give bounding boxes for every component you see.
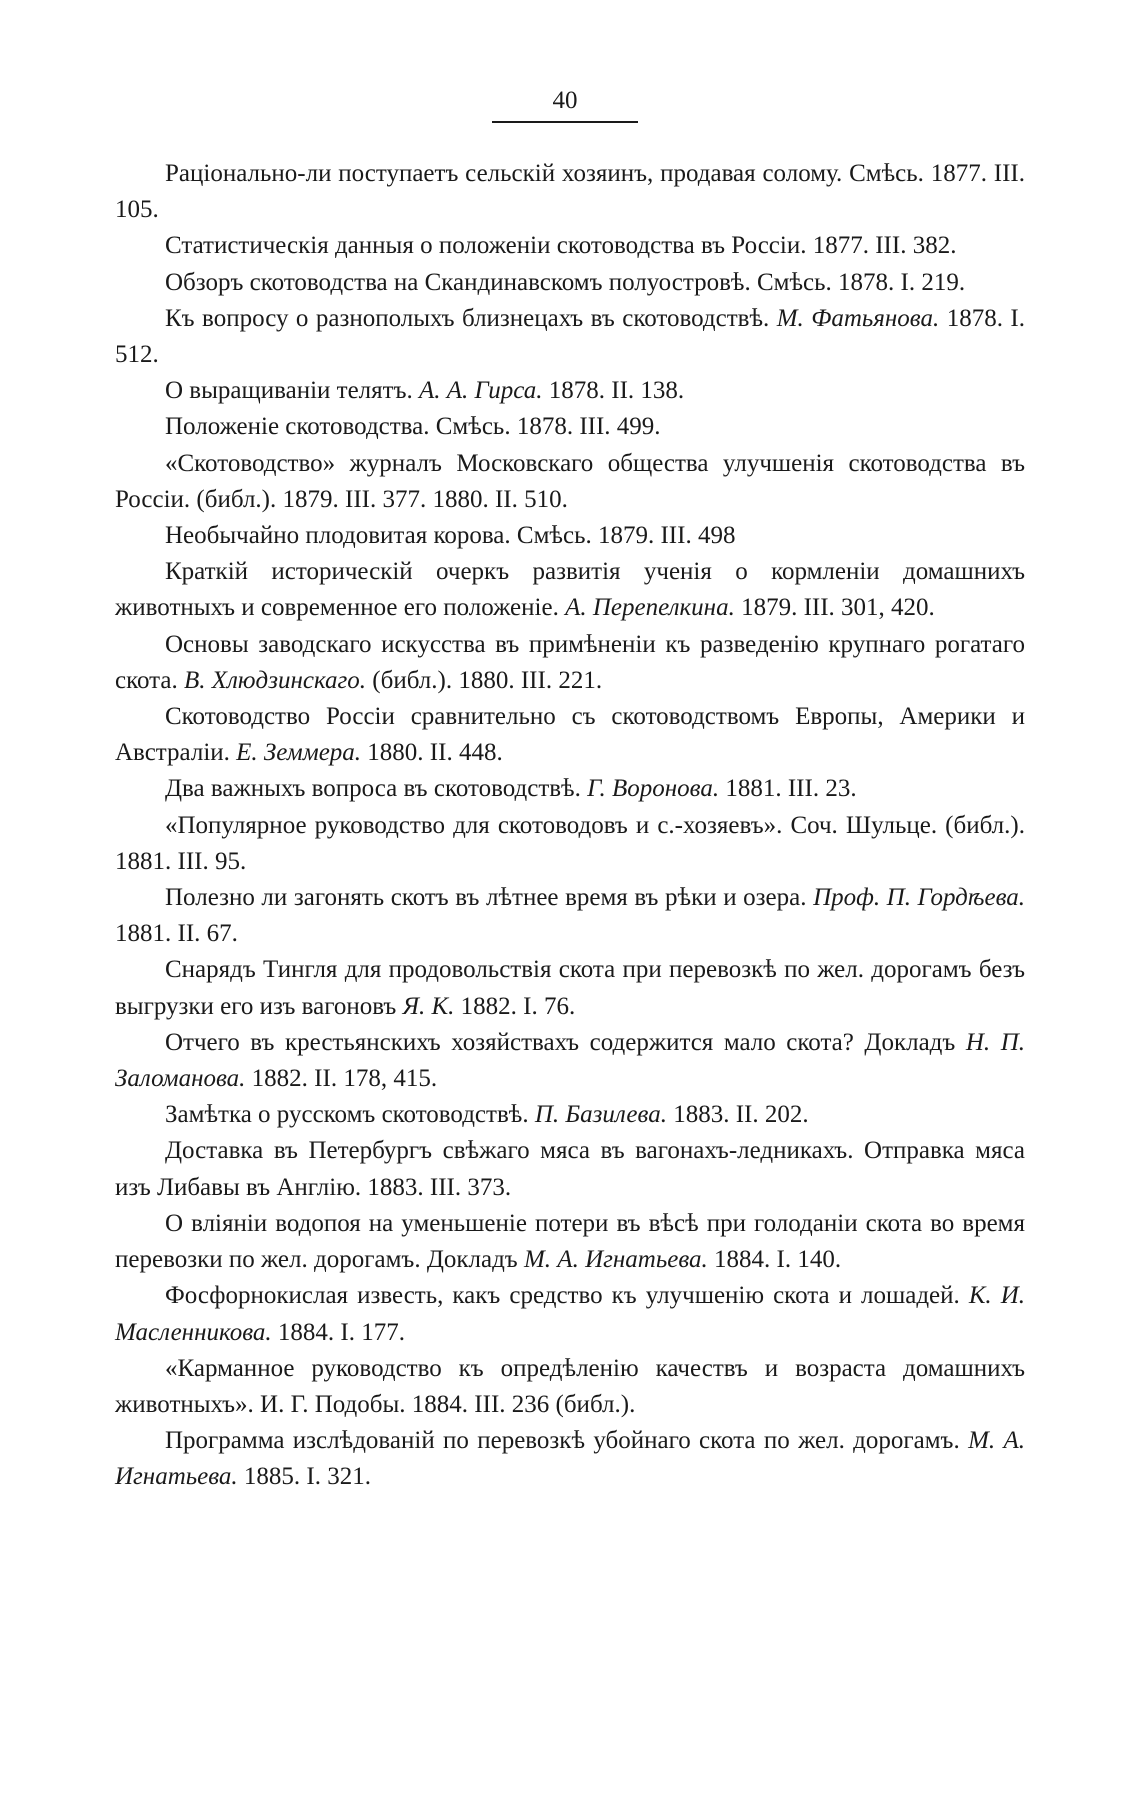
bibliography-entry [115, 952, 1025, 1024]
entry-title: О выращиваніи телятъ. [165, 377, 420, 405]
entry-title: О вліяніи водопоя на уменьшеніе потери въ вѣсѣ при голоданіи скота во время перевозки по жел. дорогамъ. Докладъ [115, 1209, 1025, 1274]
bibliography-entry [115, 771, 1025, 807]
bibliography-entry: «Популярное руководство для скотоводовъ и с.-хозяевъ». Соч. Шульце. (библ.). 1881. III. 95. [115, 811, 1025, 875]
bibliography-entry [115, 627, 1025, 699]
bibliography-entry: Необычайно плодовитая корова. Смѣсь. 1879. III. 498 [165, 522, 736, 550]
entry-author: Проф. П. Гордѣева. [813, 884, 1026, 912]
entry-title: Два важныхъ вопроса въ скотоводствѣ. [165, 775, 588, 803]
bibliography-entry [115, 301, 1025, 373]
bibliography-entry: Положеніе скотоводства. Смѣсь. 1878. III. 499. [165, 413, 661, 441]
entry-author: Н. П. Заломанова. [115, 1028, 1025, 1093]
entry-author: А. А. Гирса. [419, 377, 543, 405]
page-number: 40 [552, 87, 578, 114]
entry-citation: 1880. II. 448. [361, 739, 503, 767]
bibliography-entry: Доставка въ Петербургъ свѣжаго мяса въ вагонахъ-ледникахъ. Отправка мяса изъ Либавы въ Англію. 1883. III. 373. [115, 1137, 1025, 1201]
entry-author: Г. Воронова. [587, 775, 720, 803]
entry-author: М. А. Игнатьева. [115, 1427, 1025, 1491]
bibliography-entry: «Карманное руководство къ опредѣленію качествъ и возраста домашнихъ животныхъ». И. Г. Подобы. 1884. III. 236 (библ.). [115, 1354, 1025, 1418]
bibliography-entry [115, 699, 1025, 771]
bibliography-entry: Обзоръ скотоводства на Скандинавскомъ полуостровѣ. Смѣсь. 1878. I. 219. [165, 268, 966, 296]
entry-title: Программа изслѣдованій по перевозкѣ убойнаго скота по жел. дорогамъ. [165, 1427, 969, 1455]
entry-title: Полезно ли загонять скотъ въ лѣтнее время въ рѣки и озера. [165, 884, 814, 912]
entry-author: М. А. Игнатьева. [523, 1246, 708, 1274]
entry-citation: 1878. I. 512. [115, 304, 1025, 369]
entry-citation: 1882. I. 76. [454, 992, 576, 1020]
entry-title: Къ вопросу о разнополыхъ близнецахъ въ скотоводствѣ. [165, 304, 777, 332]
entry-citation: 1885. I. 321. [237, 1463, 371, 1491]
entry-citation: 1884. I. 140. [707, 1246, 842, 1274]
entry-citation: 1878. II. 138. [542, 377, 685, 405]
entry-title: Снарядъ Тингля для продовольствія скота при перевозкѣ по жел. дорогамъ безъ выгрузки его изъ вагоновъ [115, 956, 1025, 1020]
page-number-rule [492, 121, 638, 123]
entry-author: Е. Земмера. [236, 739, 362, 767]
bibliography-entry [115, 373, 1025, 409]
entry-citation: 1881. II. 67. [115, 920, 238, 948]
bibliography-entry: «Скотоводство» журналъ Московскаго общества улучшенія скотоводства въ Россіи. (библ.). 1879. III. 377. 1880. II. 510. [115, 449, 1025, 513]
entry-title: Скотоводство Россіи сравнительно съ скотоводствомъ Европы, Америки и Австраліи. [115, 703, 1025, 767]
bibliography-entry [115, 1206, 1025, 1278]
entry-author: В. Хлюдзинскаго. [183, 666, 367, 694]
bibliography-entry [115, 1278, 1025, 1350]
entry-title: Отчего въ крестьянскихъ хозяйствахъ содержится мало скота? Докладъ [165, 1028, 966, 1056]
entry-author: А. Перепелкина. [565, 594, 735, 622]
bibliography-list [115, 156, 1025, 1496]
bibliography-entry [115, 1423, 1025, 1495]
entry-citation: 1882. II. 178, 415. [245, 1065, 438, 1093]
bibliography-entry: Раціонально-ли поступаетъ сельскій хозяинъ, продавая солому. Смѣсь. 1877. III. 105. [115, 160, 1025, 224]
bibliography-entry [115, 1025, 1025, 1097]
entry-author: К. И. Масленникова. [115, 1282, 1026, 1346]
entry-citation: 1883. II. 202. [666, 1101, 809, 1129]
entry-citation: (библ.). 1880. III. 221. [366, 666, 603, 694]
entry-citation: 1879. III. 301, 420. [734, 594, 935, 622]
bibliography-entry: Статистическія данныя о положеніи скотоводства въ Россіи. 1877. III. 382. [165, 232, 957, 260]
entry-title: Основы заводскаго искусства въ примѣненіи къ разведенію крупнаго рогатаго скота. [115, 630, 1025, 694]
bibliography-entry [115, 1097, 1025, 1133]
entry-citation: 1884. I. 177. [271, 1318, 405, 1346]
bibliography-entry [115, 554, 1025, 626]
entry-title: Замѣтка о русскомъ скотоводствѣ. [165, 1101, 535, 1129]
bibliography-entry [115, 880, 1025, 952]
entry-citation: 1881. III. 23. [719, 775, 857, 803]
entry-title: Фосфорнокислая известь, какъ средство къ улучшенію скота и лошадей. [165, 1282, 969, 1310]
entry-author: П. Базилева. [534, 1101, 667, 1129]
entry-author: Я. К. [402, 992, 455, 1020]
entry-author: М. Фатьянова. [776, 304, 940, 332]
entry-title: Краткій историческій очеркъ развитія ученія о кормленіи домашнихъ животныхъ и современное его положеніе. [115, 558, 1025, 622]
